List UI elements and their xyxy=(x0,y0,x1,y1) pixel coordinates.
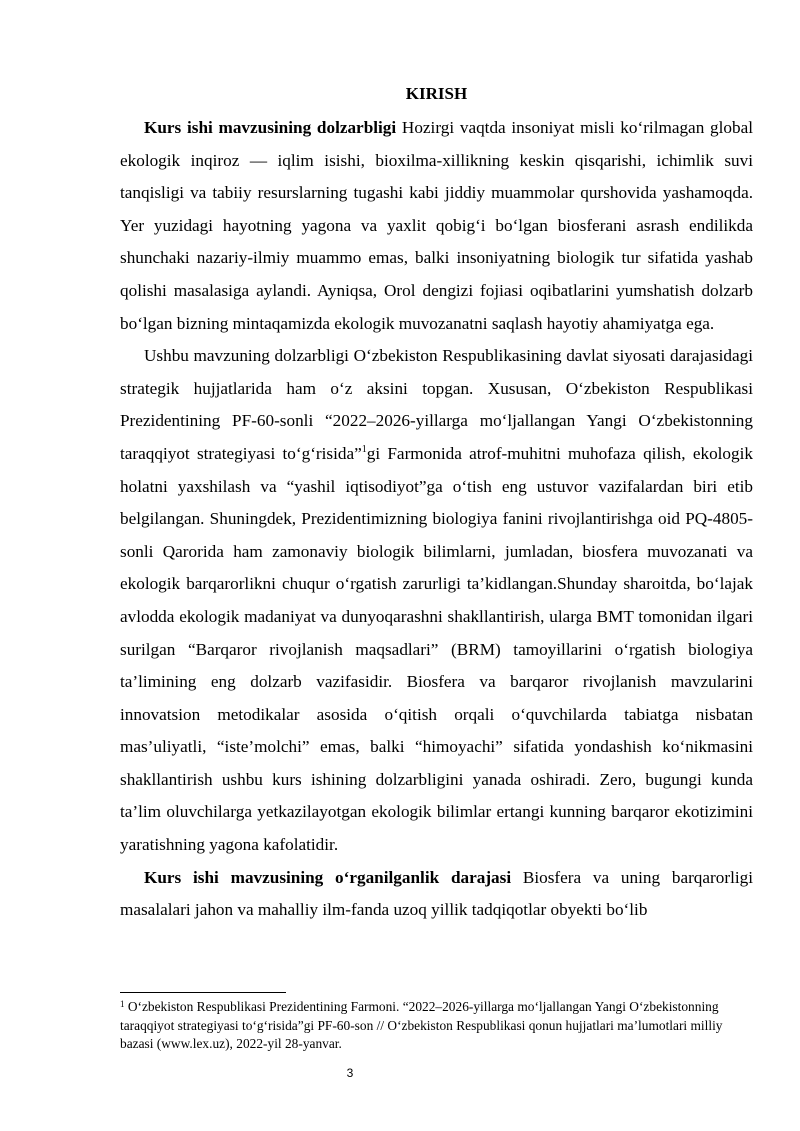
paragraph-strategy xyxy=(120,340,753,862)
footnote xyxy=(120,998,753,1054)
body-text xyxy=(120,112,753,927)
footnote-separator xyxy=(120,992,286,993)
paragraph-text: Ushbu mavzuning dolzarbligi O‘zbekiston Respublikasining davlat siyosati darajasidagi strategik hujjatlarida ham o‘z aksini topgan. Xususan, O‘zbekiston Respublikasi Prezidentining PF-60-sonli “2022–2026-yillarga mo‘ljallangan Yangi O‘zbekistonning taraqqiyot strategiyasi to‘g‘risida” xyxy=(120,346,753,463)
paragraph-lead: Kurs ishi mavzusining dolzarbligi xyxy=(144,118,397,137)
section-heading: KIRISH xyxy=(405,84,468,103)
footnote-mark: 1 xyxy=(120,999,125,1009)
paragraph-relevance xyxy=(120,112,753,340)
footnote-reference[interactable]: 1 xyxy=(361,443,367,455)
paragraph-lead: Kurs ishi mavzusining o‘rganilganlik darajasi xyxy=(144,867,512,887)
paragraph-text: Biosfera va uning barqarorligi masalalari jahon va mahalliy ilm-fanda uzoq yillik tadqiqotlar obyekti bo‘lib xyxy=(120,867,753,920)
paragraph-text: Hozirgi vaqtda insoniyat misli ko‘rilmagan global ekologik inqiroz — iqlim isishi, bioxilma-xillikning keskin qisqarishi, ichimlik suvi tanqisligi va tabiiy resurslarning tugashi kabi jiddiy muammolar qurshovida yashamoqda. Yer yuzidagi hayotning yagona va yaxlit qobig‘i bo‘lgan biosferani asrash endilikda shunchaki nazariy-ilmiy muammo emas, balki insoniyatning biologik tur sifatida yashab qolishi masalasiga aylandi. Ayniqsa, Orol dengizi fojiasi oqibatlarini yumshatish dolzarb bo‘lgan bizning mintaqamizda ekologik muvozanatni saqlash hayotiy ahamiyatga ega. xyxy=(120,118,753,333)
paragraph-study-level xyxy=(120,862,753,927)
paragraph-text: gi Farmonida atrof-muhitni muhofaza qilish, ekologik holatni yaxshilash va “yashil iqtisodiyot”ga o‘tish eng ustuvor vazifalardan biri etib belgilangan. Shuningdek, Prezidentimizning biologiya fanini rivojlantirishga oid PQ-4805-sonli Qarorida ham zamonaviy biologik bilimlarni, jumladan, biosfera muvozanati va ekologik barqarorlikni chuqur o‘rgatish zarurligi ta’kidlangan.Shunday sharoitda, bo‘lajak avlodda ekologik madaniyat va dunyoqarashni shakllantirish, ularga BMT tomonidan ilgari surilgan “Barqaror rivojlanish maqsadlari” (BRM) tamoyillarini o‘rgatish biologiya ta’limining eng dolzarb vazifasidir. Biosfera va barqaror rivojlanish mavzularini innovatsion metodikalar asosida o‘qitish orqali o‘quvchilarda tabiatga nisbatan mas’uliyatli, “iste’molchi” emas, balki “himoyachi” sifatida yondashish ko‘nikmasini shakllantirish ushbu kurs ishining dolzarbligini yanada oshiradi. Zero, bugungi kunda ta’lim oluvchilarga yetkazilayotgan ekologik bilimlar ertangi kunning barqaror ekotizimini yaratishning yagona kafolatidir. xyxy=(120,443,753,855)
page-number: 3 xyxy=(346,1066,354,1080)
footnote-text: O‘zbekiston Respublikasi Prezidentining Farmoni. “2022–2026-yillarga mo‘ljallangan Yangi O‘zbekistonning taraqqiyot strategiyasi to‘g‘risida”gi PF-60-son // O‘zbekiston Respublikasi qonun hujjatlari ma’lumotlari milliy bazasi (www.lex.uz), 2022-yil 28-yanvar. xyxy=(120,999,723,1051)
